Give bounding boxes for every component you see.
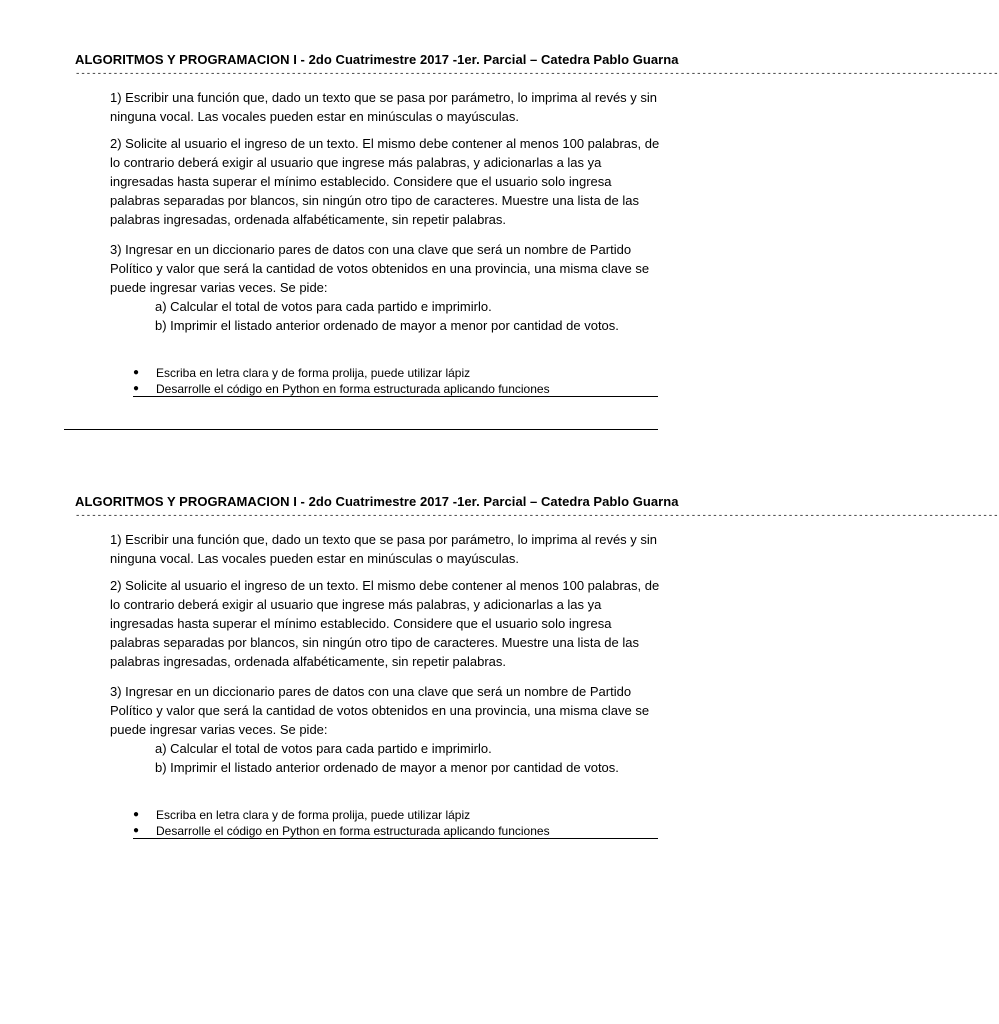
- instructions-underline: [133, 838, 658, 839]
- instruction-item: [133, 365, 658, 381]
- instructions-underline: [133, 396, 658, 397]
- instruction-text: Desarrolle el código en Python en forma estructurada aplicando funciones: [156, 824, 550, 838]
- exam-header: ALGORITMOS Y PROGRAMACION I - 2do Cuatrimestre 2017 -1er. Parcial – Catedra Pablo Guarna: [75, 494, 679, 509]
- instructions-list: [133, 807, 658, 839]
- question-3a: a) Calcular el total de votos para cada partido e imprimirlo.: [155, 741, 492, 756]
- instructions-list: [133, 365, 658, 397]
- question-3b: b) Imprimir el listado anterior ordenado de mayor a menor por cantidad de votos.: [155, 318, 619, 333]
- instruction-text: Escriba en letra clara y de forma prolija, puede utilizar lápiz: [156, 366, 471, 380]
- instruction-item: [133, 823, 658, 839]
- instruction-text: Escriba en letra clara y de forma prolija, puede utilizar lápiz: [156, 808, 471, 822]
- question-3b: b) Imprimir el listado anterior ordenado de mayor a menor por cantidad de votos.: [155, 760, 619, 775]
- question-1: 1) Escribir una función que, dado un texto que se pasa por parámetro, lo imprima al revés y sin ninguna vocal. Las vocales pueden estar en minúsculas o mayúsculas.: [110, 532, 658, 566]
- bullet-icon: ●: [133, 367, 140, 378]
- dashed-rule: ---------------------------------------------------------------------------------------------------------------------------------------------------------------------------: [75, 69, 999, 79]
- instruction-text: Desarrolle el código en Python en forma estructurada aplicando funciones: [156, 382, 550, 396]
- bullet-icon: ●: [133, 383, 140, 394]
- cut-line-divider: [64, 429, 658, 430]
- dashed-rule: ---------------------------------------------------------------------------------------------------------------------------------------------------------------------------: [75, 511, 999, 521]
- instruction-item: [133, 807, 658, 823]
- instruction-item: [133, 381, 658, 397]
- question-3: 3) Ingresar en un diccionario pares de datos con una clave que será un nombre de Partido Político y valor que será la cantidad de votos obtenidos en una provincia, una misma clave se puede ingresar varias veces. Se pide:: [110, 684, 650, 737]
- exam-header: ALGORITMOS Y PROGRAMACION I - 2do Cuatrimestre 2017 -1er. Parcial – Catedra Pablo Guarna: [75, 52, 679, 67]
- question-1: 1) Escribir una función que, dado un texto que se pasa por parámetro, lo imprima al revés y sin ninguna vocal. Las vocales pueden estar en minúsculas o mayúsculas.: [110, 90, 658, 124]
- question-3a: a) Calcular el total de votos para cada partido e imprimirlo.: [155, 299, 492, 314]
- bullet-icon: ●: [133, 809, 140, 820]
- question-2: 2) Solicite al usuario el ingreso de un texto. El mismo debe contener al menos 100 palabras, de lo contrario deberá exigir al usuario que ingrese más palabras, y adicionarlas a las ya ingresadas hasta superar el mínimo establecido. Considere que el usuario solo ingresa palabras separadas por blancos, sin ningún otro tipo de caracteres. Muestre una lista de las palabras ingresadas, ordenada alfabéticamente, sin repetir palabras.: [110, 578, 660, 669]
- question-3: 3) Ingresar en un diccionario pares de datos con una clave que será un nombre de Partido Político y valor que será la cantidad de votos obtenidos en una provincia, una misma clave se puede ingresar varias veces. Se pide:: [110, 242, 650, 295]
- question-2: 2) Solicite al usuario el ingreso de un texto. El mismo debe contener al menos 100 palabras, de lo contrario deberá exigir al usuario que ingrese más palabras, y adicionarlas a las ya ingresadas hasta superar el mínimo establecido. Considere que el usuario solo ingresa palabras separadas por blancos, sin ningún otro tipo de caracteres. Muestre una lista de las palabras ingresadas, ordenada alfabéticamente, sin repetir palabras.: [110, 136, 660, 227]
- bullet-icon: ●: [133, 825, 140, 836]
